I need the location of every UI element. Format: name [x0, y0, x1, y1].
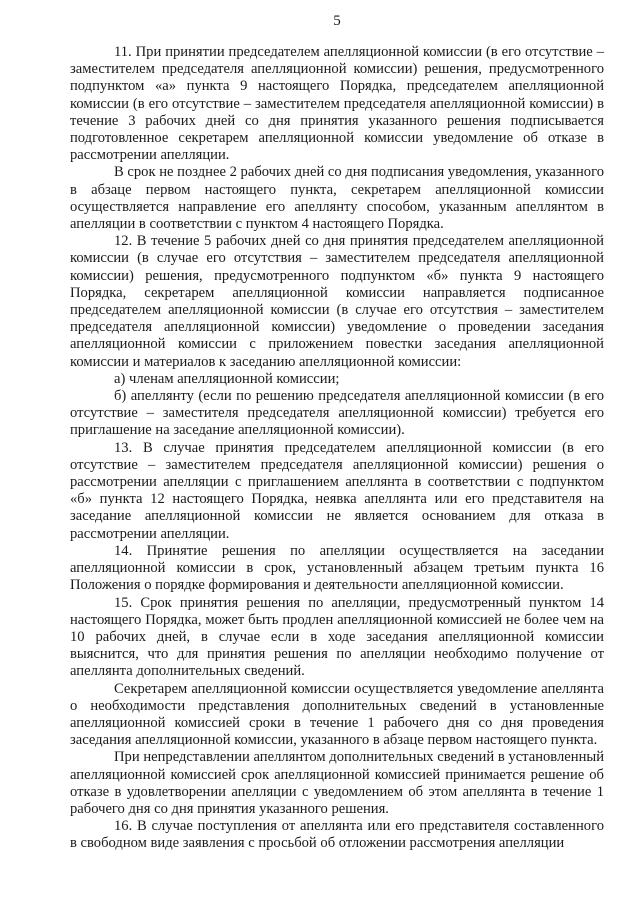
paragraph-12-item-a: а) членам апелляционной комиссии; — [114, 370, 340, 387]
paragraph-11-notification: В срок не позднее 2 рабочих дней со дня подписания уведомления, указанного в абзаце первом настоящего пункта, секретарем апелляционной комиссии осуществляется направление его апеллянту способом, указанным апеллянтом в апелляции в соответствии с пунктом 4 настоящего Порядка. — [70, 164, 604, 233]
paragraph-15-refusal: При непредставлении апеллянтом дополнительных сведений в установленный апелляционной комиссией срок апелляционной комиссией принимается решение об отказе в удовлетворении апелляции с уведомлением об этом апеллянта в течение 1 рабочего дня со дня принятия указанного решения. — [70, 749, 604, 817]
page-number: 5 — [333, 13, 341, 29]
paragraph-11: 11. При принятии председателем апелляционной комиссии (в его отсутствие – заместителем председателя апелляционной комиссии) решения, предусмотренного подпунктом «а» пункта 9 настоящего Порядка, председателем апелляционной комиссии (в его отсутствие – заместителем председателя апелляционной комиссии) в течение 3 рабочих дней со дня принятия указанного решения подписывается подготовленное секретарем апелляционной комиссии уведомление об отказе в рассмотрении апелляции. — [70, 44, 604, 164]
paragraph-15: 15. Срок принятия решения по апелляции, предусмотренный пунктом 14 настоящего Порядка, может быть продлен апелляционной комиссией не более чем на 10 рабочих дней, в случае если в ходе заседания апелляционной комиссии выяснится, что для принятия решения по апелляции необходимо получение от апеллянта дополнительных сведений. — [70, 594, 604, 680]
paragraph-16: 16. В случае поступления от апеллянта или его представителя составленного в свободном виде заявления с просьбой об отложении рассмотрения апелляции — [70, 818, 604, 852]
paragraph-12-item-b: б) апеллянту (если по решению председателя апелляционной комиссии (в его отсутствие – заместителя председателя апелляционной комиссии) требуется его приглашение на заседание апелляционной комиссии). — [70, 388, 604, 439]
paragraph-15-notification: Секретарем апелляционной комиссии осуществляется уведомление апеллянта о необходимости представления дополнительных сведений в установленные апелляционной комиссией сроки в течение 1 рабочего дня со дня проведения заседания апелляционной комиссии, указанного в абзаце первом настоящего пункта. — [70, 680, 604, 749]
paragraph-12: 12. В течение 5 рабочих дней со дня принятия председателем апелляционной комиссии (в случае его отсутствия – заместителем председателя апелляционной комиссии) решения, предусмотренного подпунктом «б» пункта 9 настоящего Порядка, секретарем апелляционной комиссии направляется подписанное председателем апелляционной комиссии (в случае его отсутствия – заместителем председателя апелляционной комиссии) уведомление о проведении заседания апелляционной комиссии с приложением повестки заседания апелляционной комиссии и материалов к заседанию апелляционной комиссии: — [70, 233, 604, 370]
paragraph-14: 14. Принятие решения по апелляции осуществляется на заседании апелляционной комиссии в срок, установленный абзацем третьим пункта 16 Положения о порядке формирования и деятельности апелляционной комиссии. — [70, 542, 604, 594]
paragraph-13: 13. В случае принятия председателем апелляционной комиссии (в его отсутствие – заместителем председателя апелляционной комиссии) решения о рассмотрении апелляции с приглашением апеллянта в соответствии с подпунктом «б» пункта 12 настоящего Порядка, неявка апеллянта или его представителя на заседание апелляционной комиссии не является основанием для отказа в рассмотрении апелляции. — [70, 439, 604, 542]
